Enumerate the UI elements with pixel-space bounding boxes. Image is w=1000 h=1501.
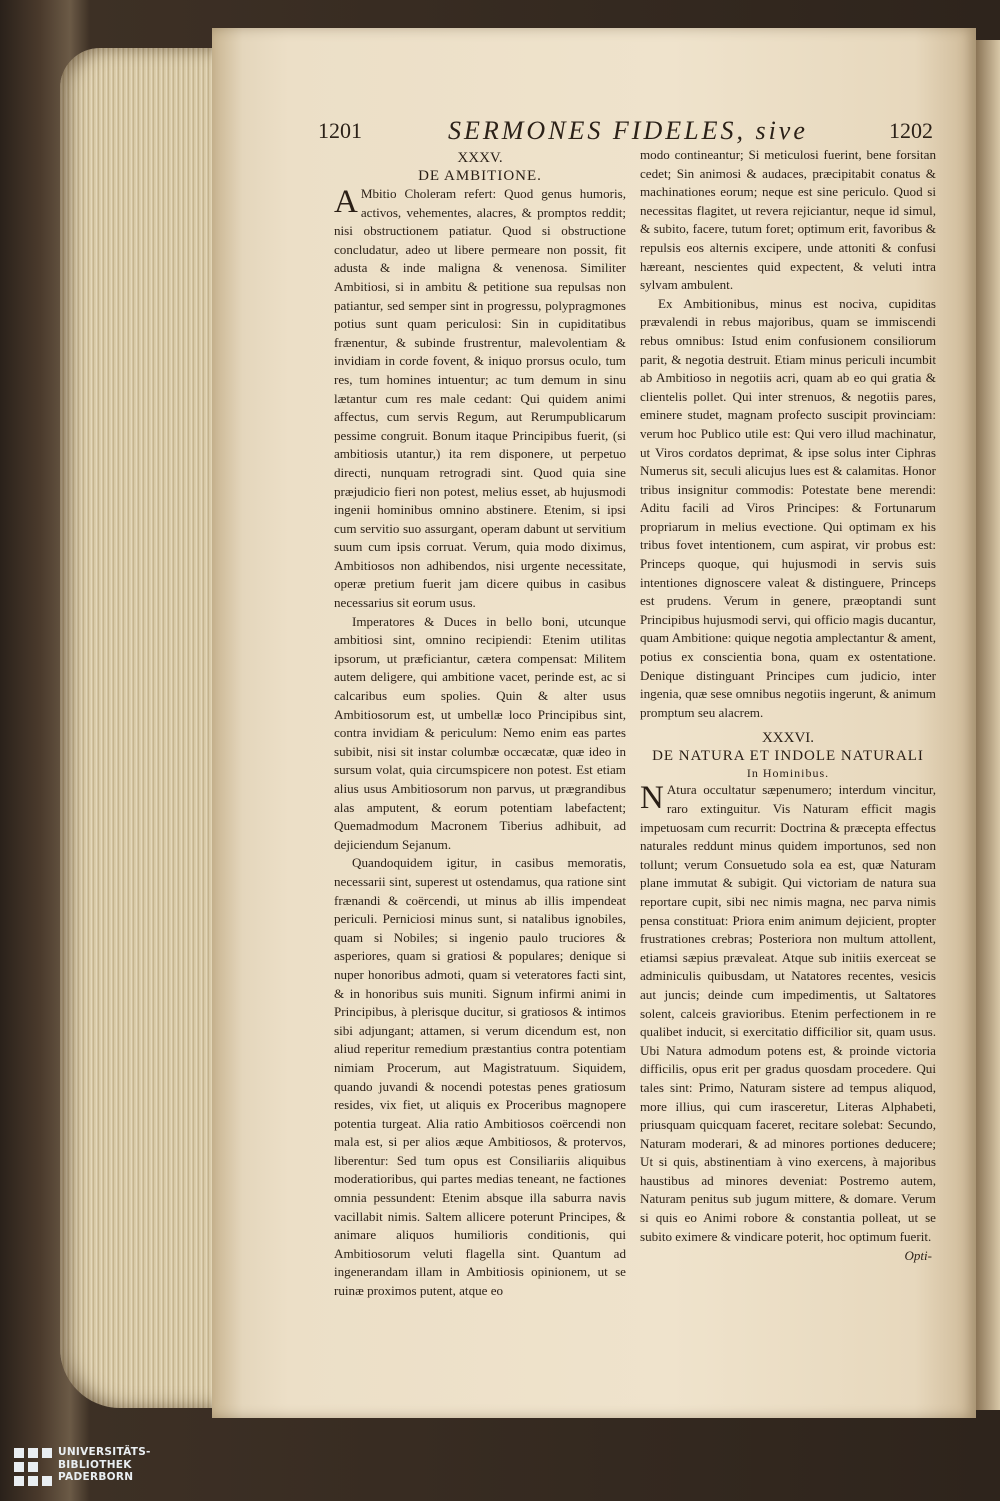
book-page-edges <box>60 48 220 1408</box>
paragraph: Ex Ambitionibus, minus est nociva, cupiditas prævalendi in rebus majoribus, quam se immiscendi rebus omnibus: Istud enim confusionem consiliorum parit, & negotia destruit. Etiam minus periculi incumbit ab Ambitioso in negotiis acri, quam ab eo qui gratia & clientelis pollet. Qui inter strenuos, & negotiis pares, eminere studet, magnam profecto suscipit provinciam: verum hoc Publico utile est: Qui vero illud machinatur, ut Viros cordatos deprimat, & ipse solus inter Ciphras Numerus sit, seculi alicujus lues est & calamitas. Honor tribus insignitur commodis: Potestate bene merendi: Aditu facili ad Viros Principes: & Fortunarum propriarum in melius evectione. Qui optimam ex his tribus fovet intentionem, cum aspirat, vir probus est: Princeps quoque, qui hujusmodi in servis suis intentiones dignoscere valeat & distinguere, Princeps est prudens. Verum in genere, præoptandi sunt Principibus hujusmodi servi, qui officio magis ducantur, quam Ambitione: quique negotia amplectantur & ament, potius ex conscientia bona, quam ex ostentatione. Denique distinguant Principes cum judicio, inter ingenia, quæ sese omnibus negotiis ingerunt, & animum promptum seu alacrem. <box>640 295 936 720</box>
library-logo <box>14 1446 184 1492</box>
paragraph <box>640 781 936 1246</box>
library-logo-text: UNIVERSITÄTS- BIBLIOTHEK PADERBORN <box>58 1446 151 1483</box>
right-column <box>640 146 936 1246</box>
facing-page-edge <box>976 40 1000 1410</box>
paragraph: Imperatores & Duces in bello boni, utcunque ambitiosi sint, omnino recipiendi: Etenim utilitas ipsorum, ut præficiantur, cætera compensat: Militem autem deligere, qui ambitione vacet, perinde est, ac si calcaribus eum spolies. Quin & alter usus Ambitiosorum est, ut umbellæ loco Principibus sint, contra invidiam & periculum: Nemo enim eas partes subibit, nisi sit instar columbæ occæcatæ, quæ ideo in sursum volat, quia circumspicere non potest. Est etiam alius usus Ambitiosorum non parvus, ut prægrandibus alas amputent, & eorum potentiam labefactent; Quemadmodum Macronem Tiberius adhibuit, ad dejiciendum Sejanum. <box>334 613 626 852</box>
drop-cap: A <box>334 184 358 220</box>
page-number-left: 1201 <box>318 118 362 143</box>
library-logo-icon <box>14 1448 52 1488</box>
section-number: XXXV. <box>457 150 503 166</box>
drop-cap: N <box>640 780 664 817</box>
section-number: XXXVI. <box>761 730 815 747</box>
catchword: Opti- <box>904 1248 932 1263</box>
paragraph: Quandoquidem igitur, in casibus memoratis, necessarii sint, superest ut ostendamus, qua ratione sint frænandi & coërcendi, ut minus ab illis impendeat periculi. Perniciosi minus sunt, si natalibus ignobiles, quam si Nobiles; si ingenio paulo truciores & asperiores, quam si gratiosi & populares; denique si nuper honoribus admoti, quam si veteratores facti sint, & in honoribus suis muniti. Signum infirmi animi in Principibus, à plerisque ducitur, si gratiosos & intimos sibi adjungant; attamen, si verum dicendum est, non aliud reperitur remedium præstantius contra potentiam nimiam Procerum, aut Magistratuum. Siquidem, quando juvandi & nocendi potestas penes gratiosum resides, vix fiet, ut aliquis ex Proceribus magnopere potentia turgeat. Alia ratio Ambitiosos coërcendi non mala est, si per alios æque Ambitiosos, & protervos, liberentur: Sed tum opus est Consiliariis aliquibus moderatioribus, qui partes medias teneant, ne factiones omnia pessundent: Etenim absque illa saburra navis vacillabit nimis. Saltem allicere poterunt Principes, & animare aliquos humilioris conditionis, qui Ambitiosorum veluti flagella sint. Quantum ad ingenerandam illam in Ambitiosis opinionem, ut se ruinæ proximos putent, atque eo <box>334 855 626 1299</box>
page-header <box>318 118 933 148</box>
running-title: SERMONES FIDELES, sive <box>448 116 808 145</box>
section-title: DE NATURA ET INDOLE NATURALI <box>652 748 924 765</box>
paragraph-text: Atura occultatur sæpenumero; interdum vincitur, raro extinguitur. Vis Naturam efficit magis impetuosam cum recurrit: Doctrina & præcepta effectus naturales reddunt minus quidem importunos, sed non tollunt; verum Consuetudo sola ea est, quæ Naturam plane immutat & subigit. Qui victoriam de natura sua reportare cupit, sibi nec nimis magna, nec parva nimis pensa constituat: Priora enim animum dejicient, propter frustrationes crebras; Posteriora non multum attollent, etiamsi sæpius prævaleat. Atque sub initiis exerceat se adminiculis quibusdam, ut Natatores recentes, vesicis aut juncis; deinde cum impedimentis, ut Saltatores solent, calceis gravioribus. Etenim perfectionem in re qualibet inducit, si exercitatio difficilior sit, quam usus. Ubi Natura admodum potens est, & proinde victoria difficilis, opus erit per gradus quosdam procedere. Qui tales sint: Primo, Naturam sistere ad tempus aliquod, more illius, qui cum irasceretur, Literas Alphabeti, priusquam quicquam faceret, recitare solebat: Secundo, Naturam moderari, & ad minores portiones deducere; Ut si quis, abstinentiam à vino exercens, à majoribus haustibus ad minores deveniat: Postremo autem, Naturam penitus sub jugum mittere, & domare. Verum si quis eo Animi robore & constantia polleat, ut se subito eximere & vindicare poterit, hoc optimum fuerit. <box>640 782 936 1244</box>
section-title: DE AMBITIONE. <box>418 168 542 184</box>
page-number-right: 1202 <box>889 118 933 143</box>
paragraph-text: Mbitio Choleram refert: Quod genus humoris, activos, vehementes, alacres, & promptos reddit; nisi obstructionem patiatur. Quod si obstructione concludatur, adeo ut libere permeare non possit, fit adusta & inde maligna & venenosa. Similiter Ambitiosi, si in ambitu & petitione sua repulsas non patiantur, sed semper sint in progressu, polypragmones potius sunt quam periculosi: Sin in cupiditatibus frænentur, & subinde frustrentur, malevolentiam & invidiam in corde fovent, & iniquo prorsus oculo, tum res, tum homines intuentur; ac tum demum in sinu lætantur cum res male cedant: Qui quidem animi affectus, cum servis Regum, aut Rerumpublicarum pessime congruit. Bonum itaque Principibus fuerit, (si ambitiosis utantur,) ita rem disponere, ut perpetuo directi, nunquam retrogradi sint. Quod quia sine præjudicio fieri non potest, melius esset, ab hujusmodi ingenii hominibus omnino abstinere. Etenim, si ipsi cum servitio suo assurgant, operam dabunt ut servitium suum cum ipsis corruat. Verum, quia modo diximus, Ambitiosos non adhibendos, nisi urgente necessitate, operæ pretium fuerit jam dicere quibus in casibus necessarius sit eorum usus. <box>334 186 626 611</box>
paragraph: modo contineantur; Si meticulosi fuerint, bene forsitan cedet; Sin animosi & audaces, præcipitabit conatus & machinationes eorum; neque est sine periculo. Quod si necessitas flagitet, ut revera rejiciantur, neque id simul, & subito, facere, tutum foret; optimum erit, favoribus & repulsis eos alternis excipere, unde attoniti & confusi hæreant, nescientes quid expectent, & veluti intra sylvam ambulent. <box>640 147 936 293</box>
section-subtitle: In Hominibus. <box>746 766 830 781</box>
paragraph <box>334 185 626 613</box>
left-column <box>334 150 626 1301</box>
